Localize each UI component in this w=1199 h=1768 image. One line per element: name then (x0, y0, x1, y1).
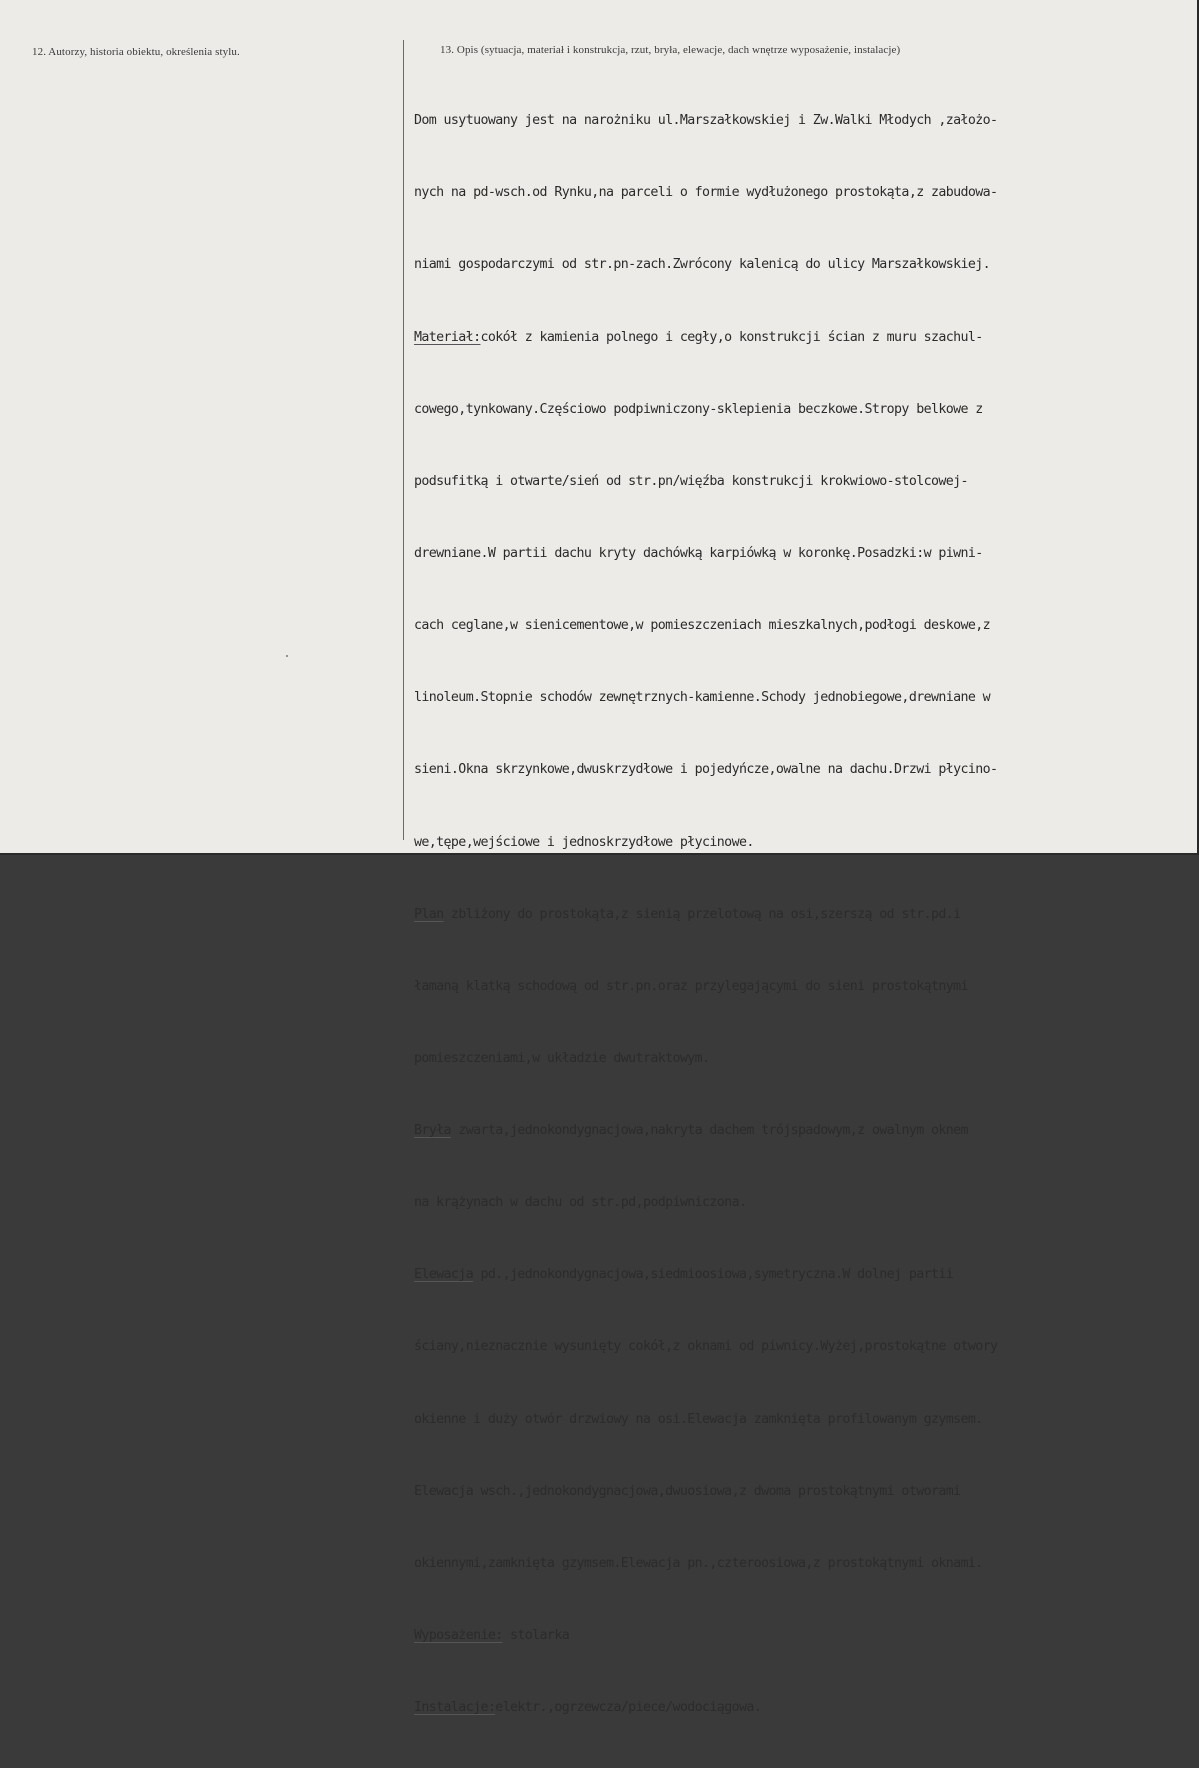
wyposazenie-label: Wyposażenie: (414, 1628, 503, 1644)
bryla-label: Bryła (414, 1123, 451, 1139)
text-line: okienne i duży otwór drzwiowy na osi.Elewacja zamknięta profilowanym gzymsem. (414, 1411, 983, 1427)
text-line: cach ceglane,w sienicementowe,w pomieszczeniach mieszkalnych,podłogi deskowe,z (414, 618, 991, 634)
text-line: Dom usytuowany jest na narożniku ul.Marszałkowskiej i Zw.Walki Młodych ,założo- (414, 113, 998, 129)
text-line-elewacja (414, 1263, 1194, 1287)
paper-speck (286, 655, 288, 657)
text-line: linoleum.Stopnie schodów zewnętrznych-kamienne.Schody jednobiegowe,drewniane w (414, 690, 991, 706)
wyposazenie-text: stolarka (502, 1628, 570, 1644)
text-line: we,tępe,wejściowe i jednoskrzydłowe płycinowe. (414, 834, 754, 850)
text-line: sieni.Okna skrzynkowe,dwuskrzydłowe i pojedyńcze,owalne na dachu.Drzwi płycino- (414, 762, 998, 778)
text-line-plan (414, 903, 1194, 927)
section-12-heading: 12. Autorzy, historia obiektu, określenia stylu. (32, 46, 240, 58)
bryla-text: zwarta,jednokondygnacjowa,nakryta dachem trójspadowym,z owalnym oknem (450, 1123, 968, 1139)
column-divider (403, 40, 404, 840)
text-line: drewniane.W partii dachu kryty dachówką karpiówką w koronkę.Posadzki:w piwni- (414, 545, 983, 561)
text-line: na krążynach w dachu od str.pd,podpiwniczona. (414, 1195, 747, 1211)
instalacje-label: Instalacje: (414, 1700, 496, 1716)
elewacja-label: Elewacja (414, 1267, 474, 1283)
plan-text: zbliżony do prostokąta,z sienią przelotową na osi,szerszą od str.pd.i (443, 906, 961, 922)
text-line-instalacje (414, 1696, 1194, 1720)
text-line: niami gospodarczymi od str.pn-zach.Zwrócony kalenicą do ulicy Marszałkowskiej. (414, 257, 991, 273)
text-line: ściany,nieznacznie wysunięty cokół,z oknami od piwnicy.Wyżej,prostokątne otwory (414, 1339, 998, 1355)
instalacje-text: elektr.,ogrzewcza/piece/wodociągowa. (495, 1700, 762, 1716)
material-label: Materiał: (414, 329, 481, 345)
section-13-heading: 13. Opis (sytuacja, materiał i konstrukcja, rzut, bryła, elewacje, dach wnętrze wyposażenie, instalacje) (440, 44, 901, 56)
text-line-material (414, 326, 1194, 350)
text-line: cowego,tynkowany.Częściowo podpiwniczony-sklepienia beczkowe.Stropy belkowe z (414, 401, 983, 417)
text-line: Elewacja wsch.,jednokondygnacjowa,dwuosiowa,z dwoma prostokątnymi otworami (414, 1483, 961, 1499)
text-line: nych na pd-wsch.od Rynku,na parceli o formie wydłużonego prostokąta,z zabudowa- (414, 185, 998, 201)
elewacja-text: pd.,jednokondygnacjowa,siedmioosiowa,symetryczna.W dolnej partii (473, 1267, 954, 1283)
text-line: łamaną klatką schodową od str.pn.oraz przylegającymi do sieni prostokątnymi (414, 978, 968, 994)
description-text (414, 61, 1194, 1768)
text-line: podsufitką i otwarte/sień od str.pn/więźba konstrukcji krokwiowo-stolcowej- (414, 473, 968, 489)
text-line-wyposazenie (414, 1624, 1194, 1648)
text-line-bryla (414, 1119, 1194, 1143)
text-line: okiennymi,zamknięta gzymsem.Elewacja pn.,czteroosiowa,z prostokątnymi oknami. (414, 1555, 983, 1571)
plan-label: Plan (414, 906, 444, 922)
text-line: pomieszczeniami,w układzie dwutraktowym. (414, 1050, 710, 1066)
material-text: cokół z kamienia polnego i cegły,o konstrukcji ścian z muru szachul- (480, 329, 983, 345)
